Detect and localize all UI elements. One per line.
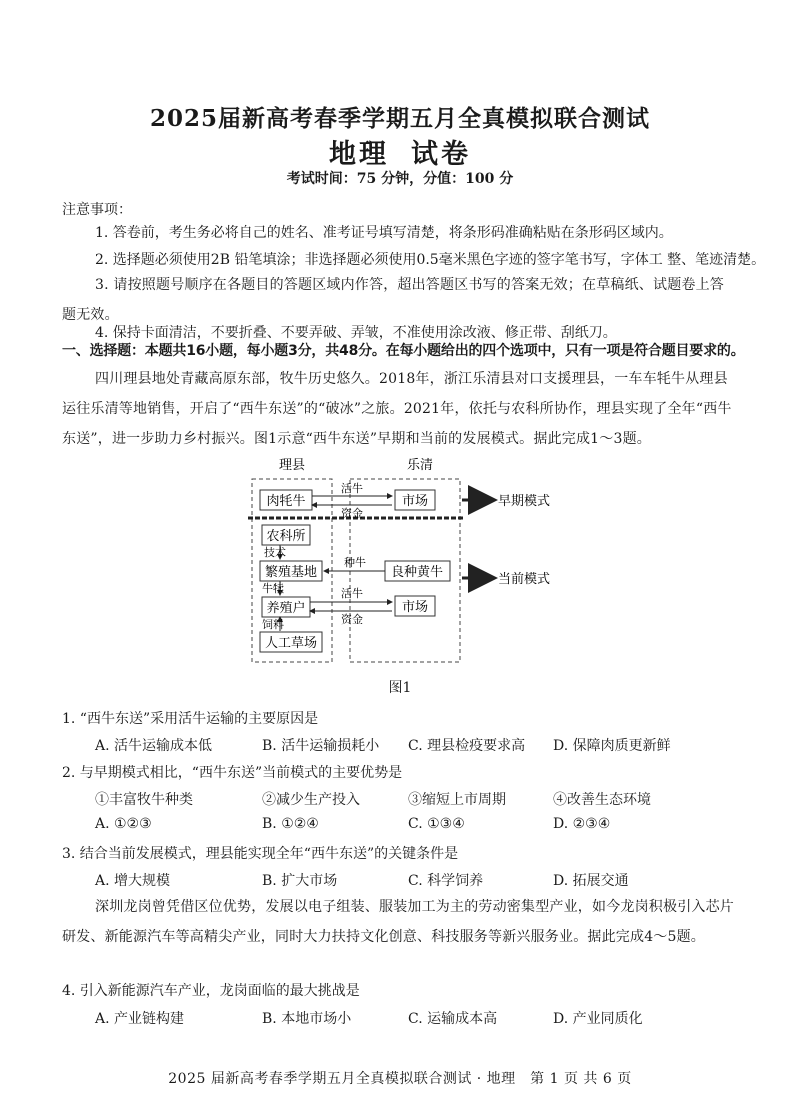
q1-option-b[interactable]: B. 活牛运输损耗小 [262, 738, 380, 754]
question-1-stem: 1. “西牛东送”采用活牛运输的主要原因是 [62, 711, 319, 727]
link-calf-label: 牛犊 [262, 582, 284, 595]
q3-option-a[interactable]: A. 增大规模 [95, 873, 171, 889]
box-nong-ke-suo-label: 农科所 [266, 529, 306, 544]
figure-1-diagram [240, 455, 600, 685]
paper-name: 试卷 [411, 139, 471, 170]
page-footer: 2025 届新高考春季学期五月全真模拟联合测试 · 地理 第 1 页 共 6 页 [168, 1071, 632, 1087]
exam-info: 考试时间：75 分钟，分值：100 分 [286, 171, 514, 187]
q2-statement-3: ③缩短上市周期 [408, 792, 506, 808]
seed-flow-label: 种牛 [344, 556, 366, 569]
early-flow-bottom-label: 资金 [341, 507, 363, 520]
box-improved-cattle-label: 良种黄牛 [390, 565, 444, 580]
q3-option-d[interactable]: D. 拓展交通 [553, 873, 629, 889]
q2-option-a[interactable]: A. ①②③ [95, 816, 152, 832]
q2-option-d[interactable]: D. ②③④ [553, 816, 611, 832]
q2-statement-2: ②减少生产投入 [262, 792, 360, 808]
box-farmers-label: 养殖户 [266, 601, 306, 616]
figure-caption: 图1 [388, 680, 412, 696]
q4-option-b[interactable]: B. 本地市场小 [262, 1011, 352, 1027]
exam-title: 2025届新高考春季学期五月全真模拟联合测试 [149, 105, 650, 132]
q2-option-b[interactable]: B. ①②④ [262, 816, 319, 832]
notice-heading: 注意事项： [62, 202, 132, 218]
label-yueqing: 乐清 [406, 458, 434, 473]
question-4-stem: 4. 引入新能源汽车产业，龙岗面临的最大挑战是 [62, 983, 360, 999]
section-heading: 一、选择题：本题共16小题，每小题3分，共48分。在每小题给出的四个选项中，只有一项是符合题目要求的。 [62, 343, 745, 359]
box-breeding-base-label: 繁殖基地 [264, 565, 318, 580]
q1-option-c[interactable]: C. 理县检疫要求高 [408, 738, 526, 754]
q3-option-b[interactable]: B. 扩大市场 [262, 873, 338, 889]
notice-item-4: 4. 保持卡面清洁，不要折叠、不要弄破、弄皱，不准使用涂改液、修正带、刮纸刀。 [95, 325, 617, 341]
q2-statement-4: ④改善生态环境 [553, 792, 651, 808]
q1-option-a[interactable]: A. 活牛运输成本低 [95, 738, 213, 754]
label-lixian: 理县 [278, 458, 306, 473]
q1-option-d[interactable]: D. 保障肉质更新鲜 [553, 738, 671, 754]
current-flow-top-label: 活牛 [341, 587, 363, 600]
link-feed-label: 饲料 [262, 618, 284, 631]
q4-option-d[interactable]: D. 产业同质化 [553, 1011, 643, 1027]
box-rou-mao-niu-label: 肉牦牛 [266, 494, 306, 509]
passage-1: 四川理县地处青藏高原东部，牧牛历史悠久。2018年，浙江乐清县对口支援理县，一车车牦牛从理县运往乐清等地销售，开启了“西牛东送”的“破冰”之旅。2021年，依托与农科所协作，理县实现了全年“西牛东送”，进一步助力乡村振兴。图1示意“西牛东送”早期和当前的发展模式。据此完成1～3题。 [62, 371, 732, 447]
link-tech-label: 技术 [264, 546, 286, 559]
early-mode-label: 早期模式 [498, 494, 551, 509]
box-current-market-label: 市场 [401, 600, 429, 615]
subject-name: 地理 [329, 139, 389, 170]
box-early-market-label: 市场 [401, 494, 429, 509]
current-flow-bottom-label: 资金 [341, 613, 363, 626]
q2-statement-1: ①丰富牧牛种类 [95, 792, 193, 808]
q3-option-c[interactable]: C. 科学饲养 [408, 873, 484, 889]
q4-option-a[interactable]: A. 产业链构建 [95, 1011, 185, 1027]
subject-title [0, 132, 800, 171]
q4-option-c[interactable]: C. 运输成本高 [408, 1011, 498, 1027]
question-3-stem: 3. 结合当前发展模式，理县能实现全年“西牛东送”的关键条件是 [62, 846, 459, 862]
question-2-stem: 2. 与早期模式相比，“西牛东送”当前模式的主要优势是 [62, 765, 403, 781]
current-mode-label: 当前模式 [498, 572, 551, 587]
notice-item-1: 1. 答卷前，考生务必将自己的姓名、准考证号填写清楚，将条形码准确粘贴在条形码区域内。 [95, 225, 673, 241]
q2-option-c[interactable]: C. ①③④ [408, 816, 465, 832]
notice-item-2: 2. 选择题必须使用2B 铅笔填涂；非选择题必须使用0.5毫米黑色字迹的签字笔书写，字体工 整、笔迹清楚。 [95, 252, 766, 268]
notice-item-3: 3. 请按照题号顺序在各题目的答题区域内作答，超出答题区书写的答案无效；在草稿纸、试题卷上答题无效。 [62, 277, 725, 323]
passage-2: 深圳龙岗曾凭借区位优势，发展以电子组装、服装加工为主的劳动密集型产业，如今龙岗积极引入芯片研发、新能源汽车等高精尖产业，同时大力扶持文化创意、科技服务等新兴服务业。据此完成4～5题。 [62, 899, 734, 945]
box-artificial-grassland-label: 人工草场 [264, 636, 318, 651]
early-flow-top-label: 活牛 [341, 482, 363, 495]
